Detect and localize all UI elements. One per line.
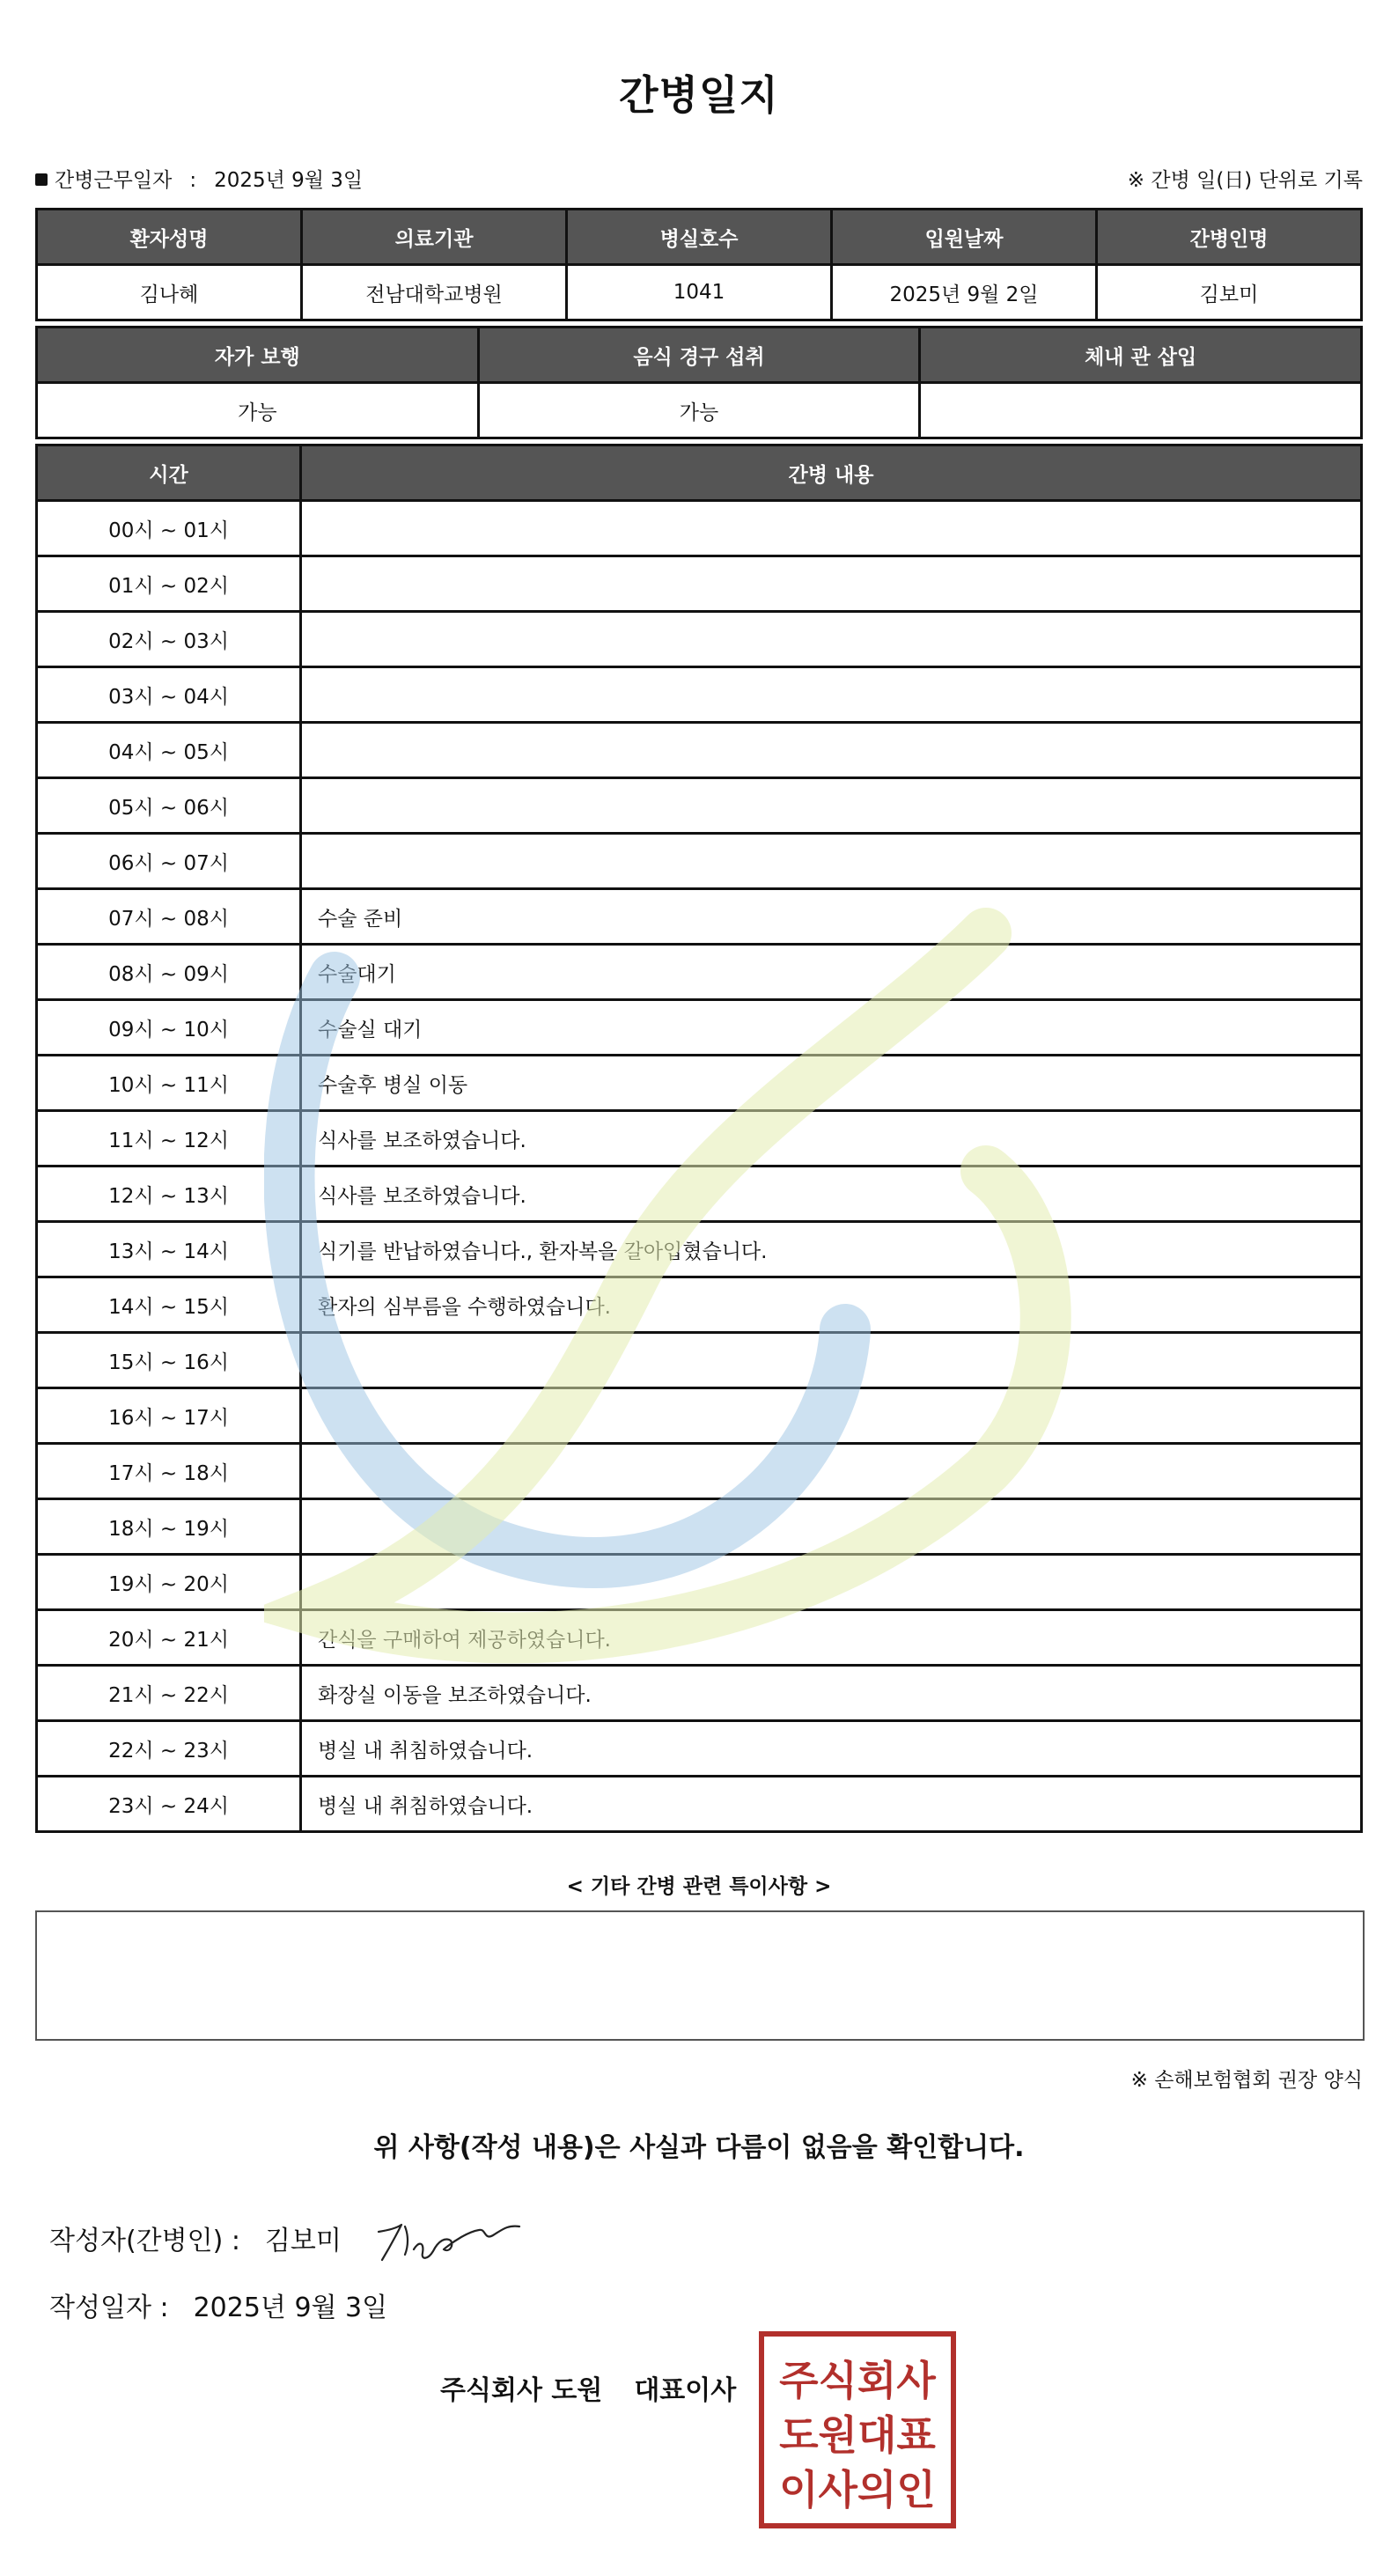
header-room-number: 병실호수 — [567, 210, 832, 265]
care-content: 식사를 보조하였습니다. — [301, 1167, 1362, 1222]
table-row — [37, 1666, 1362, 1721]
caregiver-name: 김보미 — [1097, 265, 1362, 320]
seal-stamp-icon — [764, 2337, 951, 2523]
table-row — [37, 667, 1362, 723]
header-patient-name: 환자성명 — [37, 210, 302, 265]
seal-line-2: 도원대표 — [779, 2411, 936, 2459]
time-slot: 09시 ~ 10시 — [37, 1000, 301, 1056]
care-content — [301, 667, 1362, 723]
care-content: 수술대기 — [301, 945, 1362, 1000]
care-content: 식기를 반납하였습니다., 환자복을 갈아입혔습니다. — [301, 1222, 1362, 1277]
walking-status: 가능 — [37, 383, 479, 438]
table-row — [37, 1000, 1362, 1056]
care-content — [301, 1333, 1362, 1388]
table-row — [37, 723, 1362, 778]
table-row — [37, 1333, 1362, 1388]
table-row — [37, 778, 1362, 834]
care-content: 수술 준비 — [301, 889, 1362, 945]
table-row — [37, 1555, 1362, 1610]
time-slot: 20시 ~ 21시 — [37, 1610, 301, 1666]
company-seal — [759, 2331, 956, 2528]
time-slot: 10시 ~ 11시 — [37, 1056, 301, 1111]
time-slot: 06시 ~ 07시 — [37, 834, 301, 889]
table-row — [37, 1721, 1362, 1777]
seal-line-1: 주식회사 — [779, 2357, 936, 2404]
table-row — [37, 889, 1362, 945]
seal-line-3: 이사의인 — [779, 2466, 936, 2513]
work-date: 간병근무일자 : 2025년 9월 3일 — [35, 164, 363, 193]
time-slot: 03시 ~ 04시 — [37, 667, 301, 723]
care-content — [301, 556, 1362, 612]
header-oral-intake: 음식 경구 섭취 — [478, 328, 920, 383]
written-date-line — [49, 2285, 387, 2324]
room-number: 1041 — [567, 265, 832, 320]
written-date-label: 작성일자 : — [49, 2293, 169, 2323]
care-content: 환자의 심부름을 수행하였습니다. — [301, 1277, 1362, 1333]
header-tube: 체내 관 삽입 — [920, 328, 1362, 383]
care-content: 간식을 구매하여 제공하였습니다. — [301, 1610, 1362, 1666]
time-slot: 08시 ~ 09시 — [37, 945, 301, 1000]
time-slot: 22시 ~ 23시 — [37, 1721, 301, 1777]
care-content — [301, 1555, 1362, 1610]
tube-status — [920, 383, 1362, 438]
time-slot: 17시 ~ 18시 — [37, 1444, 301, 1499]
care-content — [301, 612, 1362, 667]
table-row — [37, 1167, 1362, 1222]
header-care-content: 간병 내용 — [301, 445, 1362, 501]
table-row — [37, 1277, 1362, 1333]
header-time: 시간 — [37, 445, 301, 501]
patient-status-table — [35, 326, 1363, 439]
care-content: 식사를 보조하였습니다. — [301, 1111, 1362, 1167]
care-content — [301, 1388, 1362, 1444]
care-content: 수술실 대기 — [301, 1000, 1362, 1056]
care-content: 수술후 병실 이동 — [301, 1056, 1362, 1111]
time-slot: 16시 ~ 17시 — [37, 1388, 301, 1444]
time-slot: 05시 ~ 06시 — [37, 778, 301, 834]
time-slot: 01시 ~ 02시 — [37, 556, 301, 612]
care-content — [301, 778, 1362, 834]
care-content — [301, 723, 1362, 778]
time-slot: 15시 ~ 16시 — [37, 1333, 301, 1388]
header-caregiver-name: 간병인명 — [1097, 210, 1362, 265]
care-content — [301, 834, 1362, 889]
table-row — [37, 1388, 1362, 1444]
table-row — [37, 1222, 1362, 1277]
care-log-table — [35, 444, 1363, 1833]
table-row — [37, 501, 1362, 556]
notes-box — [35, 1910, 1365, 2041]
care-content — [301, 1444, 1362, 1499]
header-hospital: 의료기관 — [302, 210, 567, 265]
ceo-title: 대표이사 — [634, 2375, 737, 2406]
bullet-square-icon — [35, 173, 48, 186]
time-slot: 21시 ~ 22시 — [37, 1666, 301, 1721]
admission-date: 2025년 9월 2일 — [832, 265, 1097, 320]
table-row — [37, 834, 1362, 889]
writer-name: 김보미 — [264, 2226, 342, 2256]
written-date-value: 2025년 9월 3일 — [193, 2293, 388, 2323]
care-content: 화장실 이동을 보조하였습니다. — [301, 1666, 1362, 1721]
time-slot: 07시 ~ 08시 — [37, 889, 301, 945]
care-content — [301, 1499, 1362, 1555]
notes-title: < 기타 간병 관련 특이사항 > — [566, 1875, 832, 1898]
time-slot: 14시 ~ 15시 — [37, 1277, 301, 1333]
time-slot: 04시 ~ 05시 — [37, 723, 301, 778]
table-row — [37, 556, 1362, 612]
writer-label: 작성자(간병인) : — [49, 2226, 240, 2256]
time-slot: 19시 ~ 20시 — [37, 1555, 301, 1610]
company-name: 주식회사 도원 — [440, 2375, 603, 2406]
oral-intake-status: 가능 — [478, 383, 920, 438]
header-walking: 자가 보행 — [37, 328, 479, 383]
time-slot: 02시 ~ 03시 — [37, 612, 301, 667]
time-slot: 12시 ~ 13시 — [37, 1167, 301, 1222]
table-row — [37, 945, 1362, 1000]
time-slot: 13시 ~ 14시 — [37, 1222, 301, 1277]
care-content: 병실 내 취침하였습니다. — [301, 1777, 1362, 1832]
table-row — [37, 1444, 1362, 1499]
work-date-value: 2025년 9월 3일 — [214, 169, 364, 192]
form-source-note: ※ 손해보험협회 권장 양식 — [1130, 2069, 1363, 2092]
patient-name: 김나혜 — [37, 265, 302, 320]
table-row — [37, 1499, 1362, 1555]
header-admission-date: 입원날짜 — [832, 210, 1097, 265]
table-row — [37, 1777, 1362, 1832]
hospital-name: 전남대학교병원 — [302, 265, 567, 320]
table-row — [37, 1610, 1362, 1666]
work-date-label: 간병근무일자 — [55, 169, 173, 192]
document-title: 간병일지 — [619, 71, 779, 119]
time-slot: 23시 ~ 24시 — [37, 1777, 301, 1832]
patient-info-table — [35, 208, 1363, 321]
care-content: 병실 내 취침하였습니다. — [301, 1721, 1362, 1777]
time-slot: 11시 ~ 12시 — [37, 1111, 301, 1167]
table-row — [37, 1111, 1362, 1167]
table-row — [37, 1056, 1362, 1111]
record-note: ※ 간병 일(日) 단위로 기록 — [1127, 169, 1363, 192]
confirmation-statement: 위 사항(작성 내용)은 사실과 다름이 없음을 확인합니다. — [373, 2132, 1025, 2163]
time-slot: 00시 ~ 01시 — [37, 501, 301, 556]
time-slot: 18시 ~ 19시 — [37, 1499, 301, 1555]
handwritten-signature — [370, 2205, 528, 2267]
care-content — [301, 501, 1362, 556]
writer-line — [49, 2219, 342, 2257]
company-line — [440, 2368, 736, 2407]
table-row — [37, 612, 1362, 667]
